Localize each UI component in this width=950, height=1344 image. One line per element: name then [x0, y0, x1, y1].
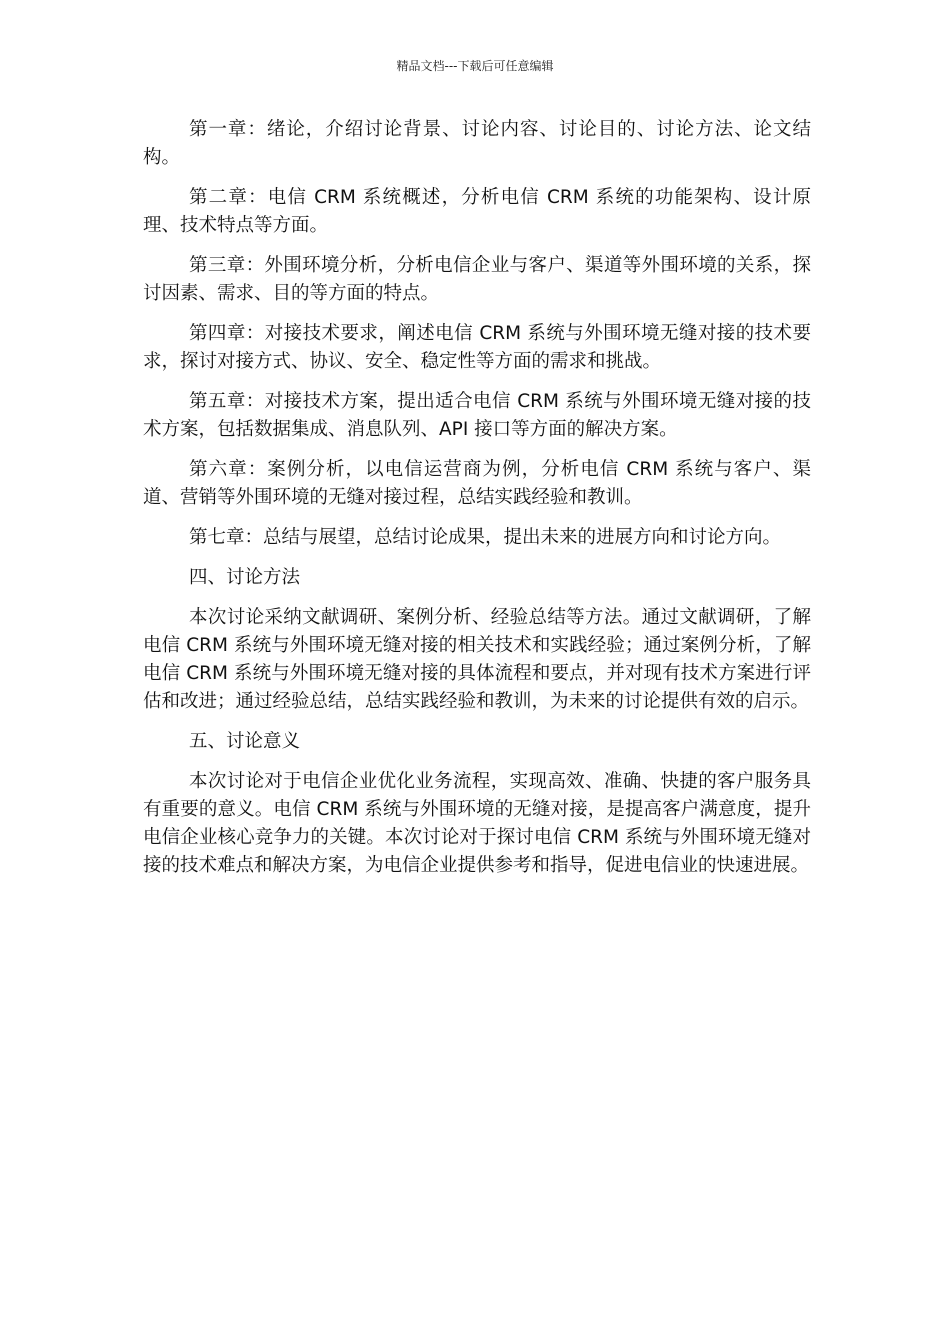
- section-5-heading: 五、讨论意义: [189, 731, 301, 752]
- section-4-paragraph: 本次讨论采纳文献调研、案例分析、经验总结等方法。通过文献调研，了解电信 CRM 系统与外围环境无缝对接的相关技术和实践经验；通过案例分析，了解电信 CRM 系统与外围环境无缝对接的具体流程和要点，并对现有技术方案进行评估和改进；通过经验总结，总结实践经验和教训，为未来的讨论提供有效的启示。: [143, 607, 811, 712]
- chapter-5-paragraph: 第五章：对接技术方案，提出适合电信 CRM 系统与外围环境无缝对接的技术方案，包括数据集成、消息队列、API 接口等方面的解决方案。: [143, 391, 811, 440]
- chapter-6-paragraph: 第六章：案例分析，以电信运营商为例，分析电信 CRM 系统与客户、渠道、营销等外围环境的无缝对接过程，总结实践经验和教训。: [143, 459, 811, 508]
- chapter-7-paragraph: 第七章：总结与展望，总结讨论成果，提出未来的进展方向和讨论方向。: [189, 527, 782, 548]
- chapter-3-paragraph: 第三章：外围环境分析，分析电信企业与客户、渠道等外围环境的关系，探讨因素、需求、目的等方面的特点。: [143, 255, 811, 304]
- section-4-heading: 四、讨论方法: [189, 567, 301, 588]
- chapter-4-paragraph: 第四章：对接技术要求，阐述电信 CRM 系统与外围环境无缝对接的技术要求，探讨对接方式、协议、安全、稳定性等方面的需求和挑战。: [143, 323, 811, 372]
- page-header: 精品文档---下载后可任意编辑: [396, 59, 554, 73]
- chapter-2-paragraph: 第二章：电信 CRM 系统概述，分析电信 CRM 系统的功能架构、设计原理、技术特点等方面。: [143, 187, 811, 236]
- chapter-1-paragraph: 第一章：绪论，介绍讨论背景、讨论内容、讨论目的、讨论方法、论文结构。: [143, 119, 811, 168]
- document-body: [143, 116, 811, 892]
- section-5-paragraph: 本次讨论对于电信企业优化业务流程，实现高效、准确、快捷的客户服务具有重要的意义。电信 CRM 系统与外围环境的无缝对接，是提高客户满意度，提升电信企业核心竞争力的关键。本次讨论对于探讨电信 CRM 系统与外围环境无缝对接的技术难点和解决方案，为电信企业提供参考和指导，促进电信业的快速进展。: [143, 771, 811, 876]
